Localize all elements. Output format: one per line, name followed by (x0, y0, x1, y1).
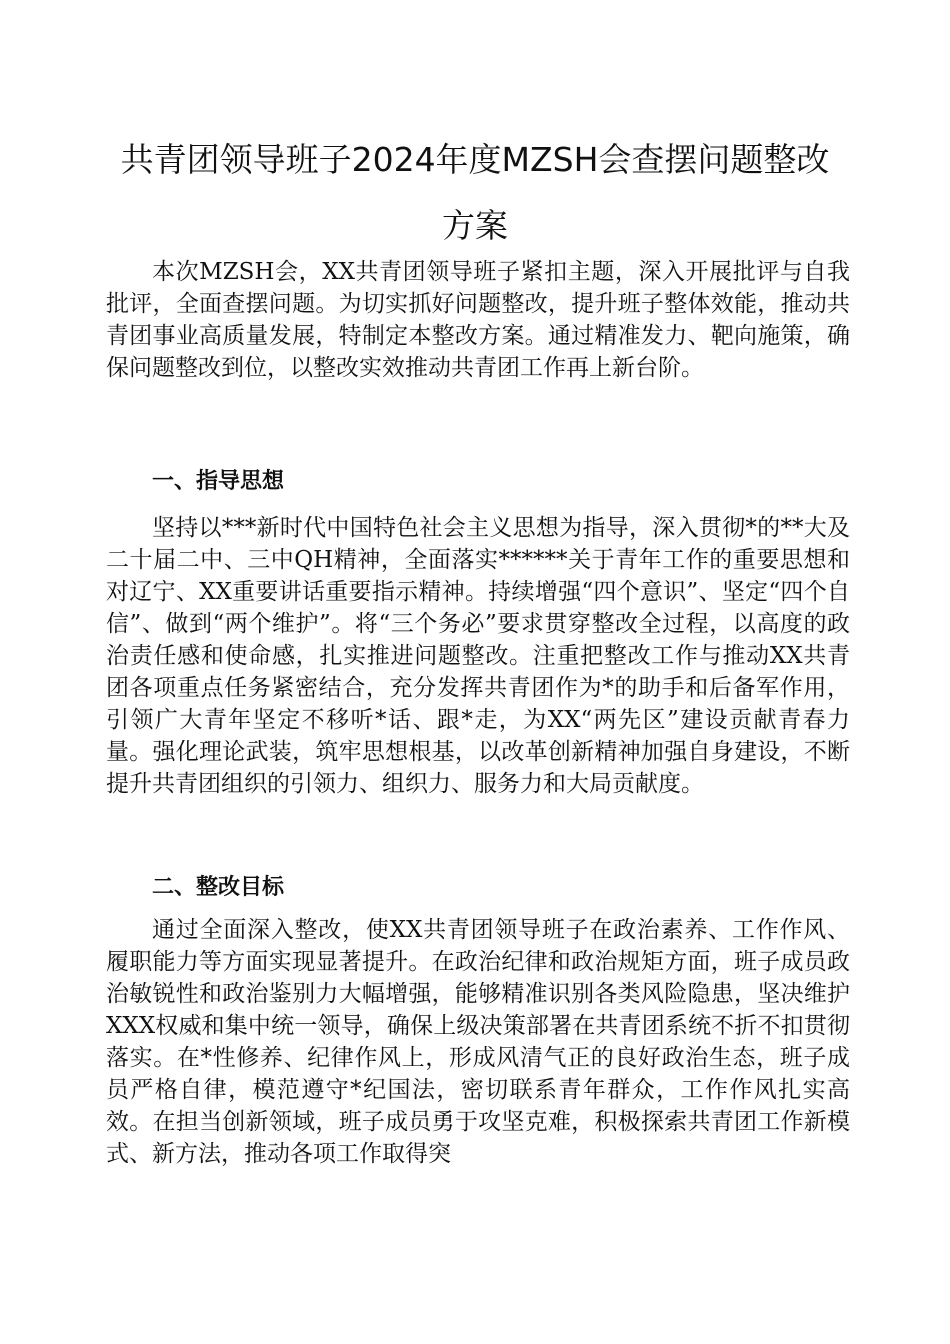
section-body-guiding-ideology: 坚持以***新时代中国特色社会主义思想为指导，深入贯彻*的**大及二十届二中、三中QH精神，全面落实******关于青年工作的重要思想和对辽宁、XX重要讲话重要指示精神。持续增强“四个意识”、坚定“四个自信”、做到“两个维护”。将“三个务必”要求贯穿整改全过程，以高度的政治责任感和使命感，扎实推进问题整改。注重把整改工作与推动XX共青团各项重点任务紧密结合，充分发挥共青团作为*的助手和后备军作用，引领广大青年坚定不移听*话、跟*走，为XX“两先区”建设贡献青春力量。强化理论武装，筑牢思想根基，以改革创新精神加强自身建设，不断提升共青团组织的引领力、组织力、服务力和大局贡献度。 (106, 515, 850, 797)
section-body-rectification-goals: 通过全面深入整改，使XX共青团领导班子在政治素养、工作作风、履职能力等方面实现显著提升。在政治纪律和政治规矩方面，班子成员政治敏锐性和政治鉴别力大幅增强，能够精准识别各类风险隐患，坚决维护XXX权威和集中统一领导，确保上级决策部署在共青团系统不折不扣贯彻落实。在*性修养、纪律作风上，形成风清气正的良好政治生态，班子成员严格自律，模范遵守*纪国法，密切联系青年群众，工作作风扎实高效。在担当创新领域，班子成员勇于攻坚克难，积极探索共青团工作新模式、新方法，推动各项工作取得突 (106, 917, 850, 1167)
section-heading-rectification-goals: 二、整改目标 (152, 875, 285, 900)
intro-paragraph: 本次MZSH会，XX共青团领导班子紧扣主题，深入开展批评与自我批评，全面查摆问题。为切实抓好问题整改，提升班子整体效能，推动共青团事业高质量发展，特制定本整改方案。通过精准发力、靶向施策，确保问题整改到位，以整改实效推动共青团工作再上新台阶。 (106, 259, 850, 381)
document-title-line-1: 共青团领导班子2024年度MZSH会查摆问题整改 (120, 140, 830, 179)
document-title-line-2: 方案 (442, 206, 508, 245)
section-heading-guiding-ideology: 一、指导思想 (152, 469, 285, 494)
